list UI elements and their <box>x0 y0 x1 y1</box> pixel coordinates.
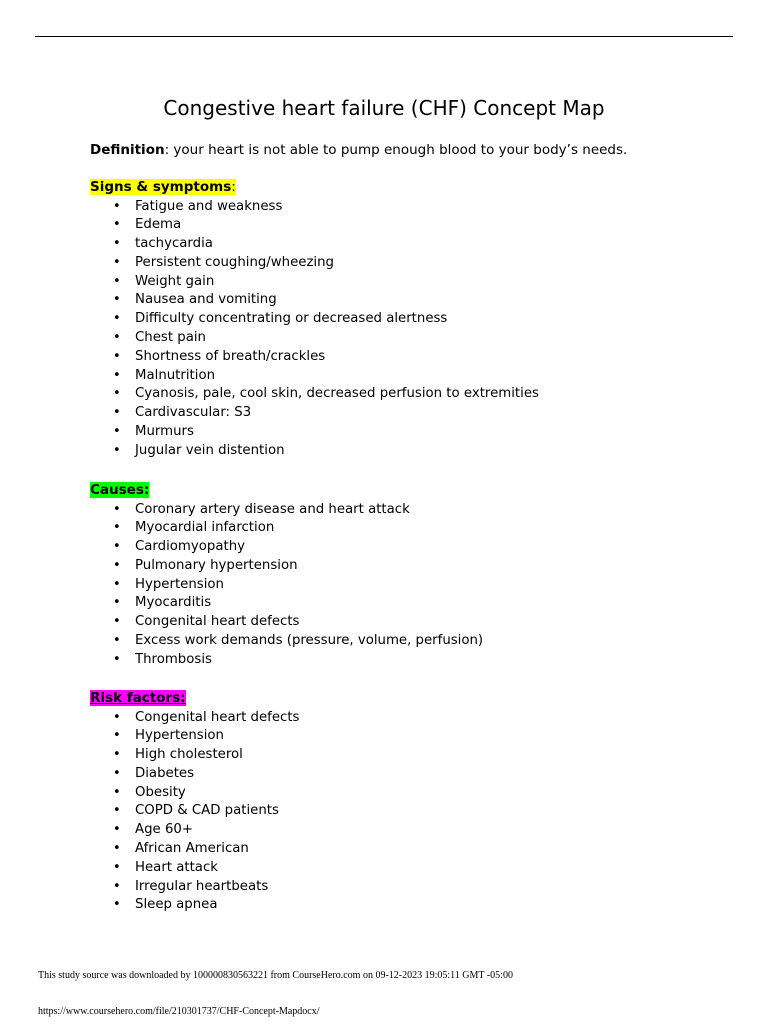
bullet-icon: • <box>113 576 121 592</box>
causes-list-item <box>90 651 483 670</box>
risk-list <box>90 709 299 916</box>
signs-item-text: Difficulty concentrating or decreased alertness <box>135 311 448 327</box>
risk-list-item <box>90 859 299 878</box>
risk-list-item <box>90 802 299 821</box>
risk-heading-label: Risk factors: <box>90 690 186 706</box>
bullet-icon: • <box>113 386 121 402</box>
bullet-icon: • <box>113 784 121 800</box>
risk-item-text: Age 60+ <box>135 822 194 838</box>
bullet-icon: • <box>113 292 121 308</box>
signs-list-item <box>90 367 539 386</box>
causes-item-text: Myocarditis <box>135 595 212 611</box>
bullet-icon: • <box>113 520 121 536</box>
bullet-icon: • <box>113 651 121 667</box>
causes-list-item <box>90 576 483 595</box>
causes-list-item <box>90 632 483 651</box>
bullet-icon: • <box>113 803 121 819</box>
signs-list-item <box>90 348 539 367</box>
bullet-icon: • <box>113 557 121 573</box>
causes-list-item <box>90 594 483 613</box>
bullet-icon: • <box>113 747 121 763</box>
bullet-icon: • <box>113 614 121 630</box>
risk-item-text: Heart attack <box>135 859 218 875</box>
bullet-icon: • <box>113 595 121 611</box>
causes-item-text: Myocardial infarction <box>135 520 275 536</box>
bullet-icon: • <box>113 348 121 364</box>
signs-item-text: Edema <box>135 217 182 233</box>
risk-item-text: Irregular heartbeats <box>135 878 269 894</box>
bullet-icon: • <box>113 273 121 289</box>
signs-list-item <box>90 423 539 442</box>
risk-heading-highlight <box>90 690 186 706</box>
source-url[interactable]: https://www.coursehero.com/file/210301737/CHF-Concept-Mapdocx/ <box>38 1006 320 1017</box>
signs-list-item <box>90 291 539 310</box>
bullet-icon: • <box>113 217 121 233</box>
risk-item-text: Hypertension <box>135 728 224 744</box>
signs-item-text: Malnutrition <box>135 367 216 383</box>
risk-item-text: Congenital heart defects <box>135 709 300 725</box>
signs-item-text: Chest pain <box>135 330 206 346</box>
risk-item-text: High cholesterol <box>135 747 243 763</box>
risk-list-item <box>90 878 299 897</box>
signs-list-item <box>90 235 539 254</box>
risk-item-text: Sleep apnea <box>135 897 218 913</box>
bullet-icon: • <box>113 633 121 649</box>
causes-list-item <box>90 501 483 520</box>
signs-list-item <box>90 216 539 235</box>
bullet-icon: • <box>113 709 121 725</box>
bullet-icon: • <box>113 442 121 458</box>
bullet-icon: • <box>113 330 121 346</box>
risk-item-text: COPD & CAD patients <box>135 803 279 819</box>
causes-item-text: Cardiomyopathy <box>135 539 245 555</box>
bullet-icon: • <box>113 198 121 214</box>
risk-heading <box>90 689 186 708</box>
bullet-icon: • <box>113 897 121 913</box>
causes-item-text: Thrombosis <box>135 651 212 667</box>
top-rule <box>35 36 733 37</box>
risk-list-item <box>90 821 299 840</box>
signs-list-item <box>90 404 539 423</box>
bullet-icon: • <box>113 841 121 857</box>
bullet-icon: • <box>113 859 121 875</box>
bullet-icon: • <box>113 878 121 894</box>
signs-item-text: Murmurs <box>135 424 194 440</box>
causes-heading-highlight <box>90 482 149 498</box>
risk-list-item <box>90 709 299 728</box>
bullet-icon: • <box>113 728 121 744</box>
signs-heading-colon: : <box>231 179 236 195</box>
causes-item-text: Excess work demands (pressure, volume, perfusion) <box>135 633 484 649</box>
signs-heading-label: Signs & symptoms <box>90 179 232 195</box>
risk-item-text: African American <box>135 841 249 857</box>
signs-heading <box>90 178 236 197</box>
risk-list-item <box>90 746 299 765</box>
signs-item-text: Shortness of breath/crackles <box>135 348 326 364</box>
signs-item-text: tachycardia <box>135 236 213 252</box>
bullet-icon: • <box>113 501 121 517</box>
signs-item-text: Fatigue and weakness <box>135 198 283 214</box>
signs-item-text: Persistent coughing/wheezing <box>135 254 334 270</box>
signs-list-item <box>90 442 539 461</box>
bullet-icon: • <box>113 254 121 270</box>
causes-list-item <box>90 557 483 576</box>
definition-label: Definition <box>90 142 165 158</box>
causes-heading-label: Causes: <box>90 482 150 498</box>
bullet-icon: • <box>113 311 121 327</box>
bullet-icon: • <box>113 822 121 838</box>
definition <box>90 140 627 160</box>
download-note: This study source was downloaded by 100000830563221 from CourseHero.com on 09-12-2023 19:05:11 GMT -05:00 <box>38 970 513 981</box>
causes-heading <box>90 481 149 500</box>
risk-list-item <box>90 727 299 746</box>
signs-item-text: Nausea and vomiting <box>135 292 277 308</box>
signs-list-item <box>90 254 539 273</box>
signs-list-item <box>90 198 539 217</box>
causes-item-text: Coronary artery disease and heart attack <box>135 501 410 517</box>
bullet-icon: • <box>113 765 121 781</box>
bullet-icon: • <box>113 405 121 421</box>
signs-list-item <box>90 329 539 348</box>
risk-item-text: Diabetes <box>135 765 195 781</box>
bullet-icon: • <box>113 236 121 252</box>
risk-list-item <box>90 784 299 803</box>
signs-list <box>90 198 539 461</box>
bullet-icon: • <box>113 367 121 383</box>
causes-list-item <box>90 538 483 557</box>
causes-list <box>90 501 483 670</box>
risk-list-item <box>90 765 299 784</box>
risk-item-text: Obesity <box>135 784 186 800</box>
signs-item-text: Jugular vein distention <box>135 442 285 458</box>
bullet-icon: • <box>113 424 121 440</box>
signs-list-item <box>90 273 539 292</box>
bullet-icon: • <box>113 539 121 555</box>
risk-list-item <box>90 840 299 859</box>
causes-item-text: Hypertension <box>135 576 224 592</box>
causes-list-item <box>90 613 483 632</box>
risk-list-item <box>90 896 299 915</box>
signs-list-item <box>90 310 539 329</box>
signs-item-text: Cyanosis, pale, cool skin, decreased perfusion to extremities <box>135 386 539 402</box>
page-title: Congestive heart failure (CHF) Concept Map <box>163 96 605 120</box>
causes-item-text: Congenital heart defects <box>135 614 300 630</box>
definition-text: : your heart is not able to pump enough blood to your body’s needs. <box>164 142 628 158</box>
signs-item-text: Cardivascular: S3 <box>135 405 252 421</box>
signs-item-text: Weight gain <box>135 273 215 289</box>
causes-item-text: Pulmonary hypertension <box>135 557 298 573</box>
signs-heading-highlight <box>90 179 236 195</box>
causes-list-item <box>90 519 483 538</box>
signs-list-item <box>90 385 539 404</box>
